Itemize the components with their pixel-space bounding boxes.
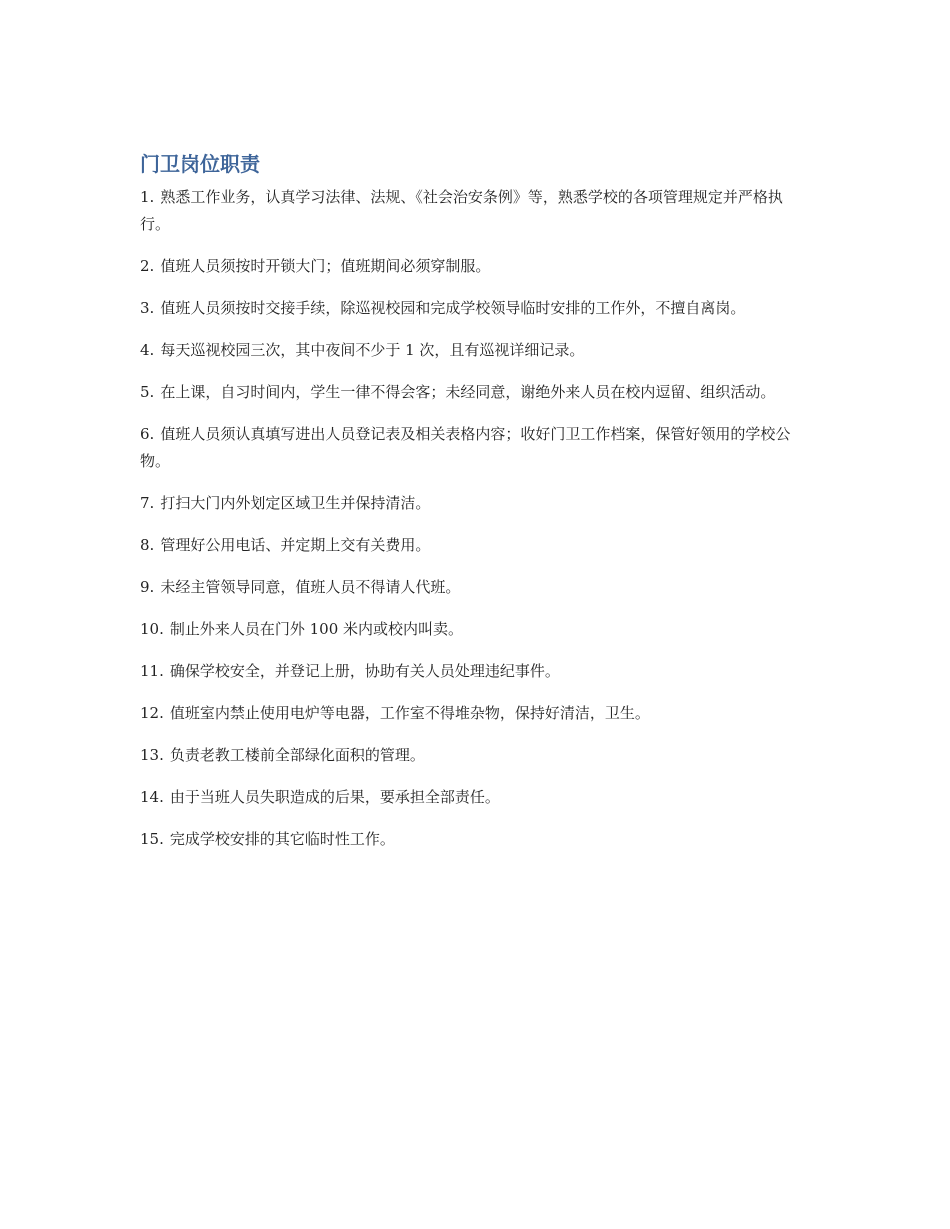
item-number: 12. [140,704,164,722]
item-text: 未经主管领导同意，值班人员不得请人代班。 [160,578,461,596]
list-item [140,337,802,364]
list-item [140,532,802,559]
duty-list [140,184,802,853]
item-number: 14. [140,788,164,806]
item-number: 4. [140,341,155,359]
item-text: 确保学校安全，并登记上册，协助有关人员处理违纪事件。 [169,662,560,680]
list-item [140,784,802,811]
list-item [140,379,802,406]
list-item [140,658,802,685]
item-text: 负责老教工楼前全部绿化面积的管理。 [169,746,425,764]
item-text: 由于当班人员失职造成的后果，要承担全部责任。 [169,788,500,806]
item-number: 5. [140,383,155,401]
list-item [140,421,802,475]
item-number: 11. [140,662,164,680]
item-text: 管理好公用电话、并定期上交有关费用。 [160,536,431,554]
item-text: 打扫大门内外划定区域卫生并保持清洁。 [160,494,431,512]
item-number: 7. [140,494,155,512]
list-item [140,574,802,601]
item-number: 9. [140,578,155,596]
item-text: 完成学校安排的其它临时性工作。 [169,830,395,848]
list-item [140,616,802,643]
item-text: 值班室内禁止使用电炉等电器，工作室不得堆杂物，保持好清洁，卫生。 [169,704,650,722]
list-item [140,490,802,517]
item-number: 2. [140,257,155,275]
item-number: 8. [140,536,155,554]
list-item [140,184,802,238]
item-text: 值班人员须认真填写进出人员登记表及相关表格内容；收好门卫工作档案，保管好领用的学校公物。 [140,425,791,470]
list-item [140,742,802,769]
item-number: 1. [140,188,155,206]
item-text: 在上课，自习时间内，学生一律不得会客；未经同意，谢绝外来人员在校内逗留、组织活动。 [160,383,776,401]
item-number: 6. [140,425,155,443]
item-number: 13. [140,746,164,764]
item-number: 15. [140,830,164,848]
list-item [140,700,802,727]
item-number: 10. [140,620,164,638]
list-item [140,295,802,322]
item-text: 每天巡视校园三次，其中夜间不少于 1 次，且有巡视详细记录。 [160,341,585,359]
item-text: 熟悉工作业务，认真学习法律、法规、《社会治安条例》等，熟悉学校的各项管理规定并严格执行。 [140,188,783,233]
item-number: 3. [140,299,155,317]
page-title: 门卫岗位职责 [140,152,260,176]
document-body [140,150,802,868]
list-item [140,253,802,280]
item-text: 制止外来人员在门外 100 米内或校内叫卖。 [169,620,464,638]
item-text: 值班人员须按时开锁大门；值班期间必须穿制服。 [160,257,491,275]
list-item [140,826,802,853]
item-text: 值班人员须按时交接手续，除巡视校园和完成学校领导临时安排的工作外，不擅自离岗。 [160,299,746,317]
